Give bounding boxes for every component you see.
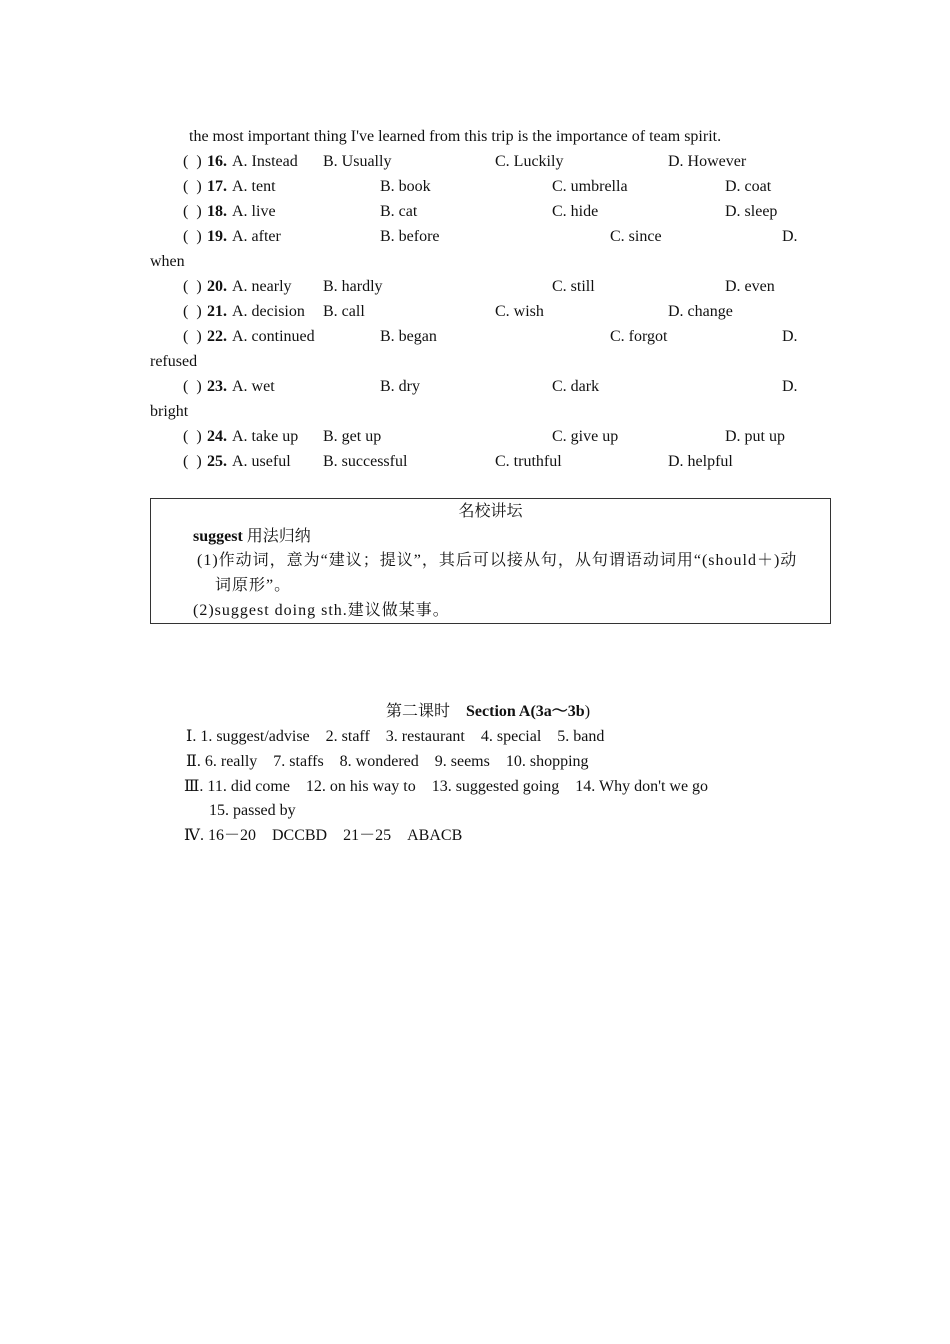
tip-point-2: (2)suggest doing sth.建议做某事。 bbox=[193, 602, 450, 619]
heading-rest: 用法归纳 bbox=[242, 528, 311, 545]
answers-title-end: ) bbox=[584, 703, 591, 720]
answers-line-3-continued: 15. passed by bbox=[209, 802, 296, 819]
question-number: 20. bbox=[207, 278, 227, 295]
answer-blank: ( ) bbox=[183, 228, 202, 245]
question-number: 21. bbox=[207, 303, 227, 320]
answer-blank: ( ) bbox=[183, 203, 202, 220]
option-c: C. hide bbox=[552, 203, 599, 220]
option-b: B. before bbox=[380, 228, 440, 245]
question-number: 17. bbox=[207, 178, 227, 195]
question-18 bbox=[0, 202, 950, 222]
option-c: C. since bbox=[610, 228, 662, 245]
answers-title bbox=[386, 702, 590, 722]
answers-title-en: Section A(3a～3b bbox=[466, 703, 585, 720]
answer-blank: ( ) bbox=[183, 178, 202, 195]
option-d-continued: refused bbox=[150, 353, 198, 370]
option-b: B. get up bbox=[323, 428, 382, 445]
question-23 bbox=[0, 377, 950, 397]
question-17 bbox=[0, 177, 950, 197]
option-a: A. continued bbox=[232, 328, 315, 345]
option-c: C. wish bbox=[495, 303, 544, 320]
option-b: B. book bbox=[380, 178, 431, 195]
question-21 bbox=[0, 302, 950, 322]
option-d: D. bbox=[782, 328, 798, 345]
question-number: 22. bbox=[207, 328, 227, 345]
option-a: A. tent bbox=[232, 178, 276, 195]
question-number: 18. bbox=[207, 203, 227, 220]
answer-blank: ( ) bbox=[183, 428, 202, 445]
option-a: A. wet bbox=[232, 378, 275, 395]
answer-blank: ( ) bbox=[183, 303, 202, 320]
question-16 bbox=[0, 152, 950, 172]
answer-blank: ( ) bbox=[183, 153, 202, 170]
tip-point-1: (1)作动词，意为“建议；提议”，其后可以接从句，从句谓语动词用“(should＋)动 bbox=[197, 552, 798, 569]
option-d: D. coat bbox=[725, 178, 772, 195]
heading-word: suggest bbox=[193, 528, 243, 545]
answer-blank: ( ) bbox=[183, 328, 202, 345]
tip-point-1-continued: 词原形”。 bbox=[215, 577, 292, 594]
option-d: D. helpful bbox=[668, 453, 733, 470]
option-c: C. Luckily bbox=[495, 153, 564, 170]
option-d: D. However bbox=[668, 153, 747, 170]
answers-line-4: Ⅳ. 16－20 DCCBD 21－25 ABACB bbox=[184, 827, 463, 844]
tip-box-heading bbox=[193, 527, 311, 547]
option-b: B. successful bbox=[323, 453, 408, 470]
option-d: D. sleep bbox=[725, 203, 778, 220]
option-c: C. still bbox=[552, 278, 595, 295]
option-b: B. Usually bbox=[323, 153, 392, 170]
option-c: C. forgot bbox=[610, 328, 668, 345]
option-d-continued: when bbox=[150, 253, 185, 270]
answers-line-1: Ⅰ. 1. suggest/advise 2. staff 3. restaurant 4. special 5. band bbox=[186, 728, 605, 745]
option-b: B. hardly bbox=[323, 278, 383, 295]
option-d: D. even bbox=[725, 278, 775, 295]
option-a: A. live bbox=[232, 203, 276, 220]
option-d-continued: bright bbox=[150, 403, 189, 420]
question-24 bbox=[0, 427, 950, 447]
answer-blank: ( ) bbox=[183, 378, 202, 395]
option-b: B. began bbox=[380, 328, 437, 345]
option-c: C. dark bbox=[552, 378, 600, 395]
question-number: 24. bbox=[207, 428, 227, 445]
option-d: D. bbox=[782, 228, 798, 245]
answer-blank: ( ) bbox=[183, 278, 202, 295]
question-number: 25. bbox=[207, 453, 227, 470]
tip-box-title: 名校讲坛 bbox=[458, 503, 523, 520]
option-b: B. call bbox=[323, 303, 365, 320]
option-d: D. put up bbox=[725, 428, 785, 445]
question-19 bbox=[0, 227, 950, 247]
option-a: A. take up bbox=[232, 428, 299, 445]
answer-blank: ( ) bbox=[183, 453, 202, 470]
question-number: 19. bbox=[207, 228, 227, 245]
answers-line-3: Ⅲ. 11. did come 12. on his way to 13. suggested going 14. Why don't we go bbox=[184, 778, 709, 795]
option-d: D. bbox=[782, 378, 798, 395]
question-22 bbox=[0, 327, 950, 347]
option-a: A. Instead bbox=[232, 153, 298, 170]
option-a: A. after bbox=[232, 228, 281, 245]
option-c: C. truthful bbox=[495, 453, 562, 470]
question-number: 16. bbox=[207, 153, 227, 170]
option-a: A. decision bbox=[232, 303, 305, 320]
option-b: B. dry bbox=[380, 378, 420, 395]
tip-box bbox=[150, 498, 831, 624]
passage-tail: the most important thing I've learned from this trip is the importance of team spirit. bbox=[189, 128, 722, 145]
option-d: D. change bbox=[668, 303, 733, 320]
answers-title-cn: 第二课时 bbox=[386, 703, 467, 720]
option-b: B. cat bbox=[380, 203, 418, 220]
question-25 bbox=[0, 452, 950, 472]
question-20 bbox=[0, 277, 950, 297]
answers-line-2: Ⅱ. 6. really 7. staffs 8. wondered 9. seems 10. shopping bbox=[186, 753, 589, 770]
option-c: C. give up bbox=[552, 428, 619, 445]
option-a: A. nearly bbox=[232, 278, 292, 295]
option-c: C. umbrella bbox=[552, 178, 628, 195]
option-a: A. useful bbox=[232, 453, 291, 470]
question-number: 23. bbox=[207, 378, 227, 395]
